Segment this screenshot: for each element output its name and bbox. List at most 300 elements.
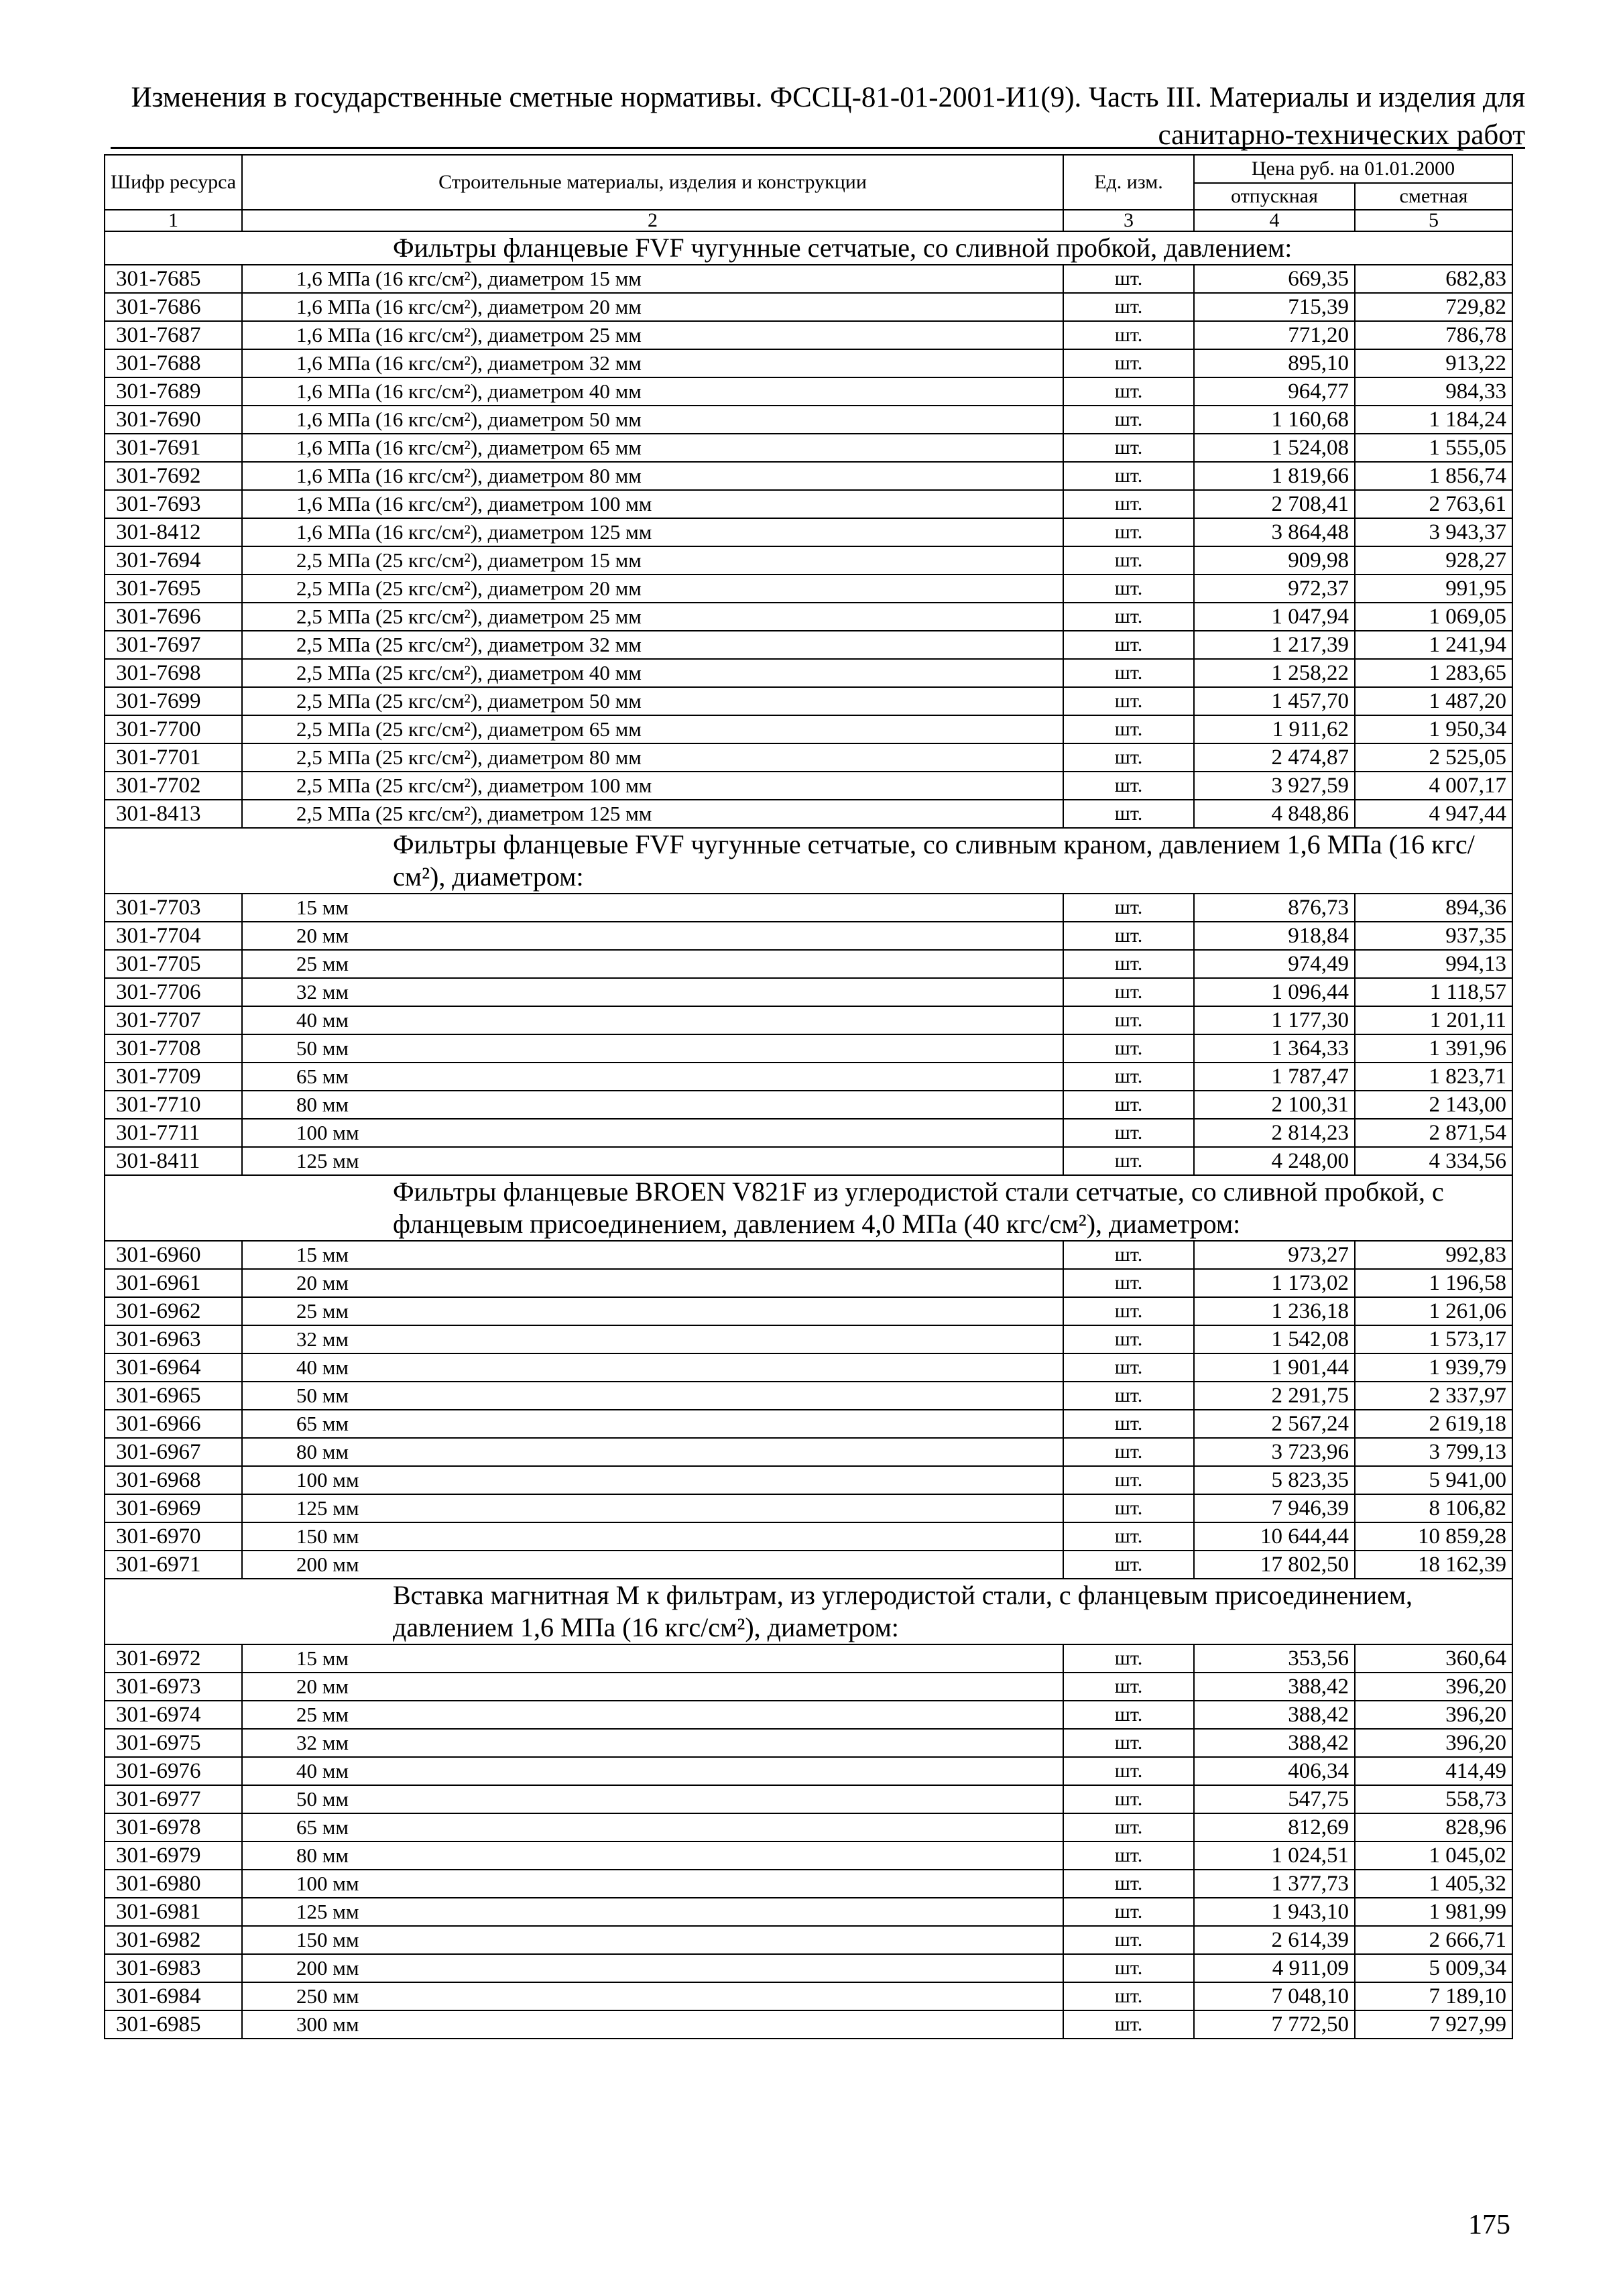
resource-code-cell: 301-7707	[105, 1006, 242, 1034]
group-title: Фильтры фланцевые BROEN V821F из углеродистой стали сетчатые, со сливной пробкой, с фланцевым присоединением, давлением 4,0 МПа (40 кгс/см²), диаметром:	[242, 1175, 1512, 1241]
release-price-cell: 1 377,73	[1194, 1870, 1355, 1898]
release-price-cell: 1 173,02	[1194, 1269, 1355, 1297]
table-row	[105, 1494, 1512, 1522]
resource-code-cell: 301-8412	[105, 518, 242, 546]
group-header-row	[105, 828, 1512, 894]
estimate-price-cell: 1 118,57	[1355, 978, 1512, 1006]
release-price-cell: 388,42	[1194, 1729, 1355, 1757]
unit-cell: шт.	[1063, 293, 1194, 321]
unit-cell: шт.	[1063, 490, 1194, 518]
resource-code-cell: 301-7706	[105, 978, 242, 1006]
page-number: 175	[1468, 2210, 1510, 2240]
table-row	[105, 978, 1512, 1006]
table-row	[105, 1701, 1512, 1729]
resource-code-cell: 301-6963	[105, 1325, 242, 1353]
release-price-cell: 5 823,35	[1194, 1466, 1355, 1494]
resource-code-cell: 301-7692	[105, 462, 242, 490]
header-name: Строительные материалы, изделия и конструкции	[242, 155, 1063, 210]
header-code: Шифр ресурса	[105, 155, 242, 210]
table-row	[105, 575, 1512, 603]
release-price-cell: 1 542,08	[1194, 1325, 1355, 1353]
resource-code-cell: 301-7708	[105, 1034, 242, 1063]
resource-code-cell: 301-6982	[105, 1926, 242, 1954]
unit-cell: шт.	[1063, 434, 1194, 462]
material-name-cell: 80 мм	[242, 1438, 1063, 1466]
estimate-price-cell: 1 201,11	[1355, 1006, 1512, 1034]
estimate-price-cell: 2 666,71	[1355, 1926, 1512, 1954]
estimate-price-cell: 729,82	[1355, 293, 1512, 321]
material-name-cell: 125 мм	[242, 1898, 1063, 1926]
resource-code-cell: 301-6966	[105, 1410, 242, 1438]
estimate-price-cell: 5 009,34	[1355, 1954, 1512, 1982]
estimate-price-cell: 1 939,79	[1355, 1353, 1512, 1382]
table-row	[105, 1644, 1512, 1673]
release-price-cell: 1 364,33	[1194, 1034, 1355, 1063]
unit-cell: шт.	[1063, 1353, 1194, 1382]
header-rule	[111, 147, 1525, 149]
resource-code-cell: 301-7685	[105, 265, 242, 293]
table-row	[105, 743, 1512, 772]
resource-code-cell: 301-6973	[105, 1673, 242, 1701]
release-price-cell: 7 048,10	[1194, 1982, 1355, 2010]
table-row	[105, 1269, 1512, 1297]
release-price-cell: 876,73	[1194, 894, 1355, 922]
resource-code-cell: 301-7703	[105, 894, 242, 922]
resource-code-cell: 301-8413	[105, 800, 242, 828]
resource-code-cell: 301-7687	[105, 321, 242, 349]
estimate-price-cell: 1 283,65	[1355, 659, 1512, 687]
table-row	[105, 1034, 1512, 1063]
material-name-cell: 15 мм	[242, 1241, 1063, 1269]
table-row	[105, 1551, 1512, 1579]
table-row	[105, 1898, 1512, 1926]
material-name-cell: 2,5 МПа (25 кгс/см²), диаметром 100 мм	[242, 772, 1063, 800]
release-price-cell: 3 927,59	[1194, 772, 1355, 800]
estimate-price-cell: 1 555,05	[1355, 434, 1512, 462]
table-body	[105, 231, 1512, 2039]
table-row	[105, 1147, 1512, 1175]
resource-code-cell: 301-7688	[105, 349, 242, 377]
release-price-cell: 1 096,44	[1194, 978, 1355, 1006]
table-row	[105, 1438, 1512, 1466]
unit-cell: шт.	[1063, 659, 1194, 687]
estimate-price-cell: 558,73	[1355, 1785, 1512, 1813]
estimate-price-cell: 396,20	[1355, 1673, 1512, 1701]
estimate-price-cell: 360,64	[1355, 1644, 1512, 1673]
release-price-cell: 2 614,39	[1194, 1926, 1355, 1954]
release-price-cell: 909,98	[1194, 546, 1355, 575]
estimate-price-cell: 7 927,99	[1355, 2010, 1512, 2039]
unit-cell: шт.	[1063, 894, 1194, 922]
header-line-1: Изменения в государственные сметные нормативы. ФССЦ-81-01-2001-И1(9). Часть III. Материалы и изделия для	[131, 82, 1525, 113]
material-name-cell: 25 мм	[242, 1297, 1063, 1325]
table-row	[105, 1757, 1512, 1785]
material-name-cell: 40 мм	[242, 1006, 1063, 1034]
table-row	[105, 603, 1512, 631]
material-name-cell: 125 мм	[242, 1147, 1063, 1175]
release-price-cell: 7 772,50	[1194, 2010, 1355, 2039]
estimate-price-cell: 1 405,32	[1355, 1870, 1512, 1898]
resource-code-cell: 301-6972	[105, 1644, 242, 1673]
table-row	[105, 1729, 1512, 1757]
unit-cell: шт.	[1063, 349, 1194, 377]
unit-cell: шт.	[1063, 1551, 1194, 1579]
table-row	[105, 1353, 1512, 1382]
material-name-cell: 1,6 МПа (16 кгс/см²), диаметром 50 мм	[242, 406, 1063, 434]
estimate-price-cell: 1 856,74	[1355, 462, 1512, 490]
resource-code-cell: 301-7690	[105, 406, 242, 434]
resource-code-cell: 301-7691	[105, 434, 242, 462]
estimate-price-cell: 1 184,24	[1355, 406, 1512, 434]
release-price-cell: 1 524,08	[1194, 434, 1355, 462]
material-name-cell: 32 мм	[242, 1325, 1063, 1353]
unit-cell: шт.	[1063, 321, 1194, 349]
table-row	[105, 1522, 1512, 1551]
header-release: отпускная	[1194, 183, 1355, 210]
release-price-cell: 669,35	[1194, 265, 1355, 293]
resource-code-cell: 301-7698	[105, 659, 242, 687]
estimate-price-cell: 10 859,28	[1355, 1522, 1512, 1551]
estimate-price-cell: 937,35	[1355, 922, 1512, 950]
header-unit: Ед. изм.	[1063, 155, 1194, 210]
unit-cell: шт.	[1063, 715, 1194, 743]
unit-cell: шт.	[1063, 546, 1194, 575]
material-name-cell: 150 мм	[242, 1522, 1063, 1551]
resource-code-cell: 301-7697	[105, 631, 242, 659]
unit-cell: шт.	[1063, 1494, 1194, 1522]
resource-code-cell: 301-8411	[105, 1147, 242, 1175]
table-row	[105, 1813, 1512, 1841]
estimate-price-cell: 984,33	[1355, 377, 1512, 406]
material-name-cell: 25 мм	[242, 950, 1063, 978]
release-price-cell: 973,27	[1194, 1241, 1355, 1269]
estimate-price-cell: 2 143,00	[1355, 1091, 1512, 1119]
release-price-cell: 547,75	[1194, 1785, 1355, 1813]
unit-cell: шт.	[1063, 377, 1194, 406]
release-price-cell: 1 024,51	[1194, 1841, 1355, 1870]
release-price-cell: 972,37	[1194, 575, 1355, 603]
unit-cell: шт.	[1063, 1147, 1194, 1175]
estimate-price-cell: 991,95	[1355, 575, 1512, 603]
material-name-cell: 50 мм	[242, 1034, 1063, 1063]
material-name-cell: 40 мм	[242, 1353, 1063, 1382]
estimate-price-cell: 4 007,17	[1355, 772, 1512, 800]
material-name-cell: 80 мм	[242, 1091, 1063, 1119]
col-number: 4	[1194, 210, 1355, 231]
resource-code-cell: 301-6961	[105, 1269, 242, 1297]
material-name-cell: 65 мм	[242, 1063, 1063, 1091]
group-header-spacer	[105, 1175, 242, 1241]
estimate-price-cell: 682,83	[1355, 265, 1512, 293]
unit-cell: шт.	[1063, 462, 1194, 490]
release-price-cell: 1 047,94	[1194, 603, 1355, 631]
unit-cell: шт.	[1063, 1729, 1194, 1757]
material-name-cell: 20 мм	[242, 1269, 1063, 1297]
resource-code-cell: 301-7700	[105, 715, 242, 743]
table-row	[105, 518, 1512, 546]
release-price-cell: 7 946,39	[1194, 1494, 1355, 1522]
resource-code-cell: 301-6960	[105, 1241, 242, 1269]
estimate-price-cell: 1 823,71	[1355, 1063, 1512, 1091]
release-price-cell: 1 819,66	[1194, 462, 1355, 490]
release-price-cell: 2 708,41	[1194, 490, 1355, 518]
estimate-price-cell: 1 241,94	[1355, 631, 1512, 659]
resource-code-cell: 301-7695	[105, 575, 242, 603]
group-header-row	[105, 1175, 1512, 1241]
resource-code-cell: 301-6983	[105, 1954, 242, 1982]
col-number: 3	[1063, 210, 1194, 231]
unit-cell: шт.	[1063, 687, 1194, 715]
resource-code-cell: 301-6984	[105, 1982, 242, 2010]
resource-code-cell: 301-6985	[105, 2010, 242, 2039]
release-price-cell: 4 848,86	[1194, 800, 1355, 828]
material-name-cell: 250 мм	[242, 1982, 1063, 2010]
group-header-spacer	[105, 231, 242, 265]
table-row	[105, 1870, 1512, 1898]
estimate-price-cell: 992,83	[1355, 1241, 1512, 1269]
release-price-cell: 4 248,00	[1194, 1147, 1355, 1175]
release-price-cell: 388,42	[1194, 1701, 1355, 1729]
release-price-cell: 2 100,31	[1194, 1091, 1355, 1119]
release-price-cell: 1 236,18	[1194, 1297, 1355, 1325]
unit-cell: шт.	[1063, 1466, 1194, 1494]
material-name-cell: 1,6 МПа (16 кгс/см²), диаметром 65 мм	[242, 434, 1063, 462]
release-price-cell: 3 723,96	[1194, 1438, 1355, 1466]
unit-cell: шт.	[1063, 1673, 1194, 1701]
resource-code-cell: 301-7693	[105, 490, 242, 518]
estimate-price-cell: 18 162,39	[1355, 1551, 1512, 1579]
table-row	[105, 293, 1512, 321]
group-title: Фильтры фланцевые FVF чугунные сетчатые, со сливной пробкой, давлением:	[242, 231, 1512, 265]
table-row	[105, 1785, 1512, 1813]
table-row	[105, 1954, 1512, 1982]
release-price-cell: 406,34	[1194, 1757, 1355, 1785]
table-row	[105, 687, 1512, 715]
unit-cell: шт.	[1063, 575, 1194, 603]
unit-cell: шт.	[1063, 1382, 1194, 1410]
material-name-cell: 1,6 МПа (16 кгс/см²), диаметром 20 мм	[242, 293, 1063, 321]
resource-code-cell: 301-6974	[105, 1701, 242, 1729]
table-row	[105, 922, 1512, 950]
estimate-price-cell: 1 069,05	[1355, 603, 1512, 631]
resource-code-cell: 301-6978	[105, 1813, 242, 1841]
table-row	[105, 1466, 1512, 1494]
table-row	[105, 406, 1512, 434]
material-name-cell: 1,6 МПа (16 кгс/см²), диаметром 25 мм	[242, 321, 1063, 349]
resource-code-cell: 301-7694	[105, 546, 242, 575]
table-row	[105, 772, 1512, 800]
estimate-price-cell: 2 763,61	[1355, 490, 1512, 518]
table-row	[105, 434, 1512, 462]
release-price-cell: 812,69	[1194, 1813, 1355, 1841]
estimate-price-cell: 5 941,00	[1355, 1466, 1512, 1494]
material-name-cell: 2,5 МПа (25 кгс/см²), диаметром 50 мм	[242, 687, 1063, 715]
unit-cell: шт.	[1063, 1870, 1194, 1898]
material-name-cell: 100 мм	[242, 1466, 1063, 1494]
estimate-price-cell: 3 799,13	[1355, 1438, 1512, 1466]
resource-code-cell: 301-6975	[105, 1729, 242, 1757]
unit-cell: шт.	[1063, 978, 1194, 1006]
material-name-cell: 2,5 МПа (25 кгс/см²), диаметром 80 мм	[242, 743, 1063, 772]
estimate-price-cell: 7 189,10	[1355, 1982, 1512, 2010]
resource-code-cell: 301-6971	[105, 1551, 242, 1579]
material-name-cell: 50 мм	[242, 1382, 1063, 1410]
release-price-cell: 918,84	[1194, 922, 1355, 950]
table-row	[105, 1006, 1512, 1034]
material-name-cell: 150 мм	[242, 1926, 1063, 1954]
table-row	[105, 490, 1512, 518]
estimate-price-cell: 1 573,17	[1355, 1325, 1512, 1353]
unit-cell: шт.	[1063, 743, 1194, 772]
release-price-cell: 10 644,44	[1194, 1522, 1355, 1551]
release-price-cell: 1 160,68	[1194, 406, 1355, 434]
resource-code-cell: 301-7696	[105, 603, 242, 631]
release-price-cell: 1 177,30	[1194, 1006, 1355, 1034]
table-row	[105, 1063, 1512, 1091]
unit-cell: шт.	[1063, 922, 1194, 950]
material-name-cell: 40 мм	[242, 1757, 1063, 1785]
resource-code-cell: 301-7709	[105, 1063, 242, 1091]
release-price-cell: 1 787,47	[1194, 1063, 1355, 1091]
material-name-cell: 25 мм	[242, 1701, 1063, 1729]
table-row	[105, 546, 1512, 575]
header-line-2: санитарно-технических работ	[1158, 119, 1525, 151]
material-name-cell: 2,5 МПа (25 кгс/см²), диаметром 65 мм	[242, 715, 1063, 743]
table-row	[105, 377, 1512, 406]
unit-cell: шт.	[1063, 1325, 1194, 1353]
estimate-price-cell: 1 950,34	[1355, 715, 1512, 743]
table-row	[105, 1382, 1512, 1410]
resource-code-cell: 301-7686	[105, 293, 242, 321]
estimate-price-cell: 1 391,96	[1355, 1034, 1512, 1063]
release-price-cell: 1 258,22	[1194, 659, 1355, 687]
material-name-cell: 125 мм	[242, 1494, 1063, 1522]
table-row	[105, 1982, 1512, 2010]
release-price-cell: 17 802,50	[1194, 1551, 1355, 1579]
material-name-cell: 1,6 МПа (16 кгс/см²), диаметром 80 мм	[242, 462, 1063, 490]
release-price-cell: 4 911,09	[1194, 1954, 1355, 1982]
header-estimate: сметная	[1355, 183, 1512, 210]
unit-cell: шт.	[1063, 1954, 1194, 1982]
material-name-cell: 200 мм	[242, 1551, 1063, 1579]
estimate-price-cell: 1 981,99	[1355, 1898, 1512, 1926]
group-title: Фильтры фланцевые FVF чугунные сетчатые, со сливным краном, давлением 1,6 МПа (16 кгс/см²), диаметром:	[242, 828, 1512, 894]
material-name-cell: 1,6 МПа (16 кгс/см²), диаметром 125 мм	[242, 518, 1063, 546]
unit-cell: шт.	[1063, 1410, 1194, 1438]
release-price-cell: 1 911,62	[1194, 715, 1355, 743]
resource-code-cell: 301-6969	[105, 1494, 242, 1522]
unit-cell: шт.	[1063, 1926, 1194, 1954]
estimate-price-cell: 396,20	[1355, 1701, 1512, 1729]
table-row	[105, 349, 1512, 377]
material-name-cell: 300 мм	[242, 2010, 1063, 2039]
group-header-row	[105, 1579, 1512, 1644]
unit-cell: шт.	[1063, 518, 1194, 546]
estimate-price-cell: 2 525,05	[1355, 743, 1512, 772]
unit-cell: шт.	[1063, 1297, 1194, 1325]
unit-cell: шт.	[1063, 1785, 1194, 1813]
table-row	[105, 1119, 1512, 1147]
material-name-cell: 15 мм	[242, 894, 1063, 922]
table-row	[105, 1410, 1512, 1438]
page-header	[111, 79, 1525, 154]
unit-cell: шт.	[1063, 1701, 1194, 1729]
release-price-cell: 1 217,39	[1194, 631, 1355, 659]
price-table	[104, 154, 1513, 2039]
estimate-price-cell: 1 045,02	[1355, 1841, 1512, 1870]
unit-cell: шт.	[1063, 950, 1194, 978]
resource-code-cell: 301-7699	[105, 687, 242, 715]
resource-code-cell: 301-6968	[105, 1466, 242, 1494]
release-price-cell: 715,39	[1194, 293, 1355, 321]
resource-code-cell: 301-6970	[105, 1522, 242, 1551]
estimate-price-cell: 1 487,20	[1355, 687, 1512, 715]
table-row	[105, 894, 1512, 922]
header-price: Цена руб. на 01.01.2000	[1194, 155, 1512, 183]
unit-cell: шт.	[1063, 2010, 1194, 2039]
release-price-cell: 895,10	[1194, 349, 1355, 377]
release-price-cell: 2 474,87	[1194, 743, 1355, 772]
unit-cell: шт.	[1063, 1982, 1194, 2010]
release-price-cell: 974,49	[1194, 950, 1355, 978]
resource-code-cell: 301-7701	[105, 743, 242, 772]
material-name-cell: 32 мм	[242, 1729, 1063, 1757]
material-name-cell: 1,6 МПа (16 кгс/см²), диаметром 15 мм	[242, 265, 1063, 293]
table-row	[105, 659, 1512, 687]
resource-code-cell: 301-6976	[105, 1757, 242, 1785]
estimate-price-cell: 928,27	[1355, 546, 1512, 575]
unit-cell: шт.	[1063, 1438, 1194, 1466]
release-price-cell: 1 457,70	[1194, 687, 1355, 715]
material-name-cell: 100 мм	[242, 1119, 1063, 1147]
estimate-price-cell: 2 871,54	[1355, 1119, 1512, 1147]
material-name-cell: 20 мм	[242, 922, 1063, 950]
estimate-price-cell: 3 943,37	[1355, 518, 1512, 546]
release-price-cell: 964,77	[1194, 377, 1355, 406]
resource-code-cell: 301-7705	[105, 950, 242, 978]
release-price-cell: 2 567,24	[1194, 1410, 1355, 1438]
release-price-cell: 1 943,10	[1194, 1898, 1355, 1926]
table-row	[105, 1297, 1512, 1325]
estimate-price-cell: 8 106,82	[1355, 1494, 1512, 1522]
release-price-cell: 353,56	[1194, 1644, 1355, 1673]
table-row	[105, 800, 1512, 828]
material-name-cell: 50 мм	[242, 1785, 1063, 1813]
estimate-price-cell: 828,96	[1355, 1813, 1512, 1841]
resource-code-cell: 301-6981	[105, 1898, 242, 1926]
group-header-spacer	[105, 828, 242, 894]
estimate-price-cell: 2 619,18	[1355, 1410, 1512, 1438]
estimate-price-cell: 894,36	[1355, 894, 1512, 922]
material-name-cell: 1,6 МПа (16 кгс/см²), диаметром 32 мм	[242, 349, 1063, 377]
unit-cell: шт.	[1063, 603, 1194, 631]
release-price-cell: 388,42	[1194, 1673, 1355, 1701]
unit-cell: шт.	[1063, 1813, 1194, 1841]
unit-cell: шт.	[1063, 1034, 1194, 1063]
estimate-price-cell: 786,78	[1355, 321, 1512, 349]
estimate-price-cell: 1 261,06	[1355, 1297, 1512, 1325]
group-header-spacer	[105, 1579, 242, 1644]
resource-code-cell: 301-7702	[105, 772, 242, 800]
unit-cell: шт.	[1063, 1841, 1194, 1870]
estimate-price-cell: 414,49	[1355, 1757, 1512, 1785]
material-name-cell: 2,5 МПа (25 кгс/см²), диаметром 40 мм	[242, 659, 1063, 687]
resource-code-cell: 301-6979	[105, 1841, 242, 1870]
material-name-cell: 1,6 МПа (16 кгс/см²), диаметром 40 мм	[242, 377, 1063, 406]
resource-code-cell: 301-6962	[105, 1297, 242, 1325]
unit-cell: шт.	[1063, 1241, 1194, 1269]
release-price-cell: 2 291,75	[1194, 1382, 1355, 1410]
